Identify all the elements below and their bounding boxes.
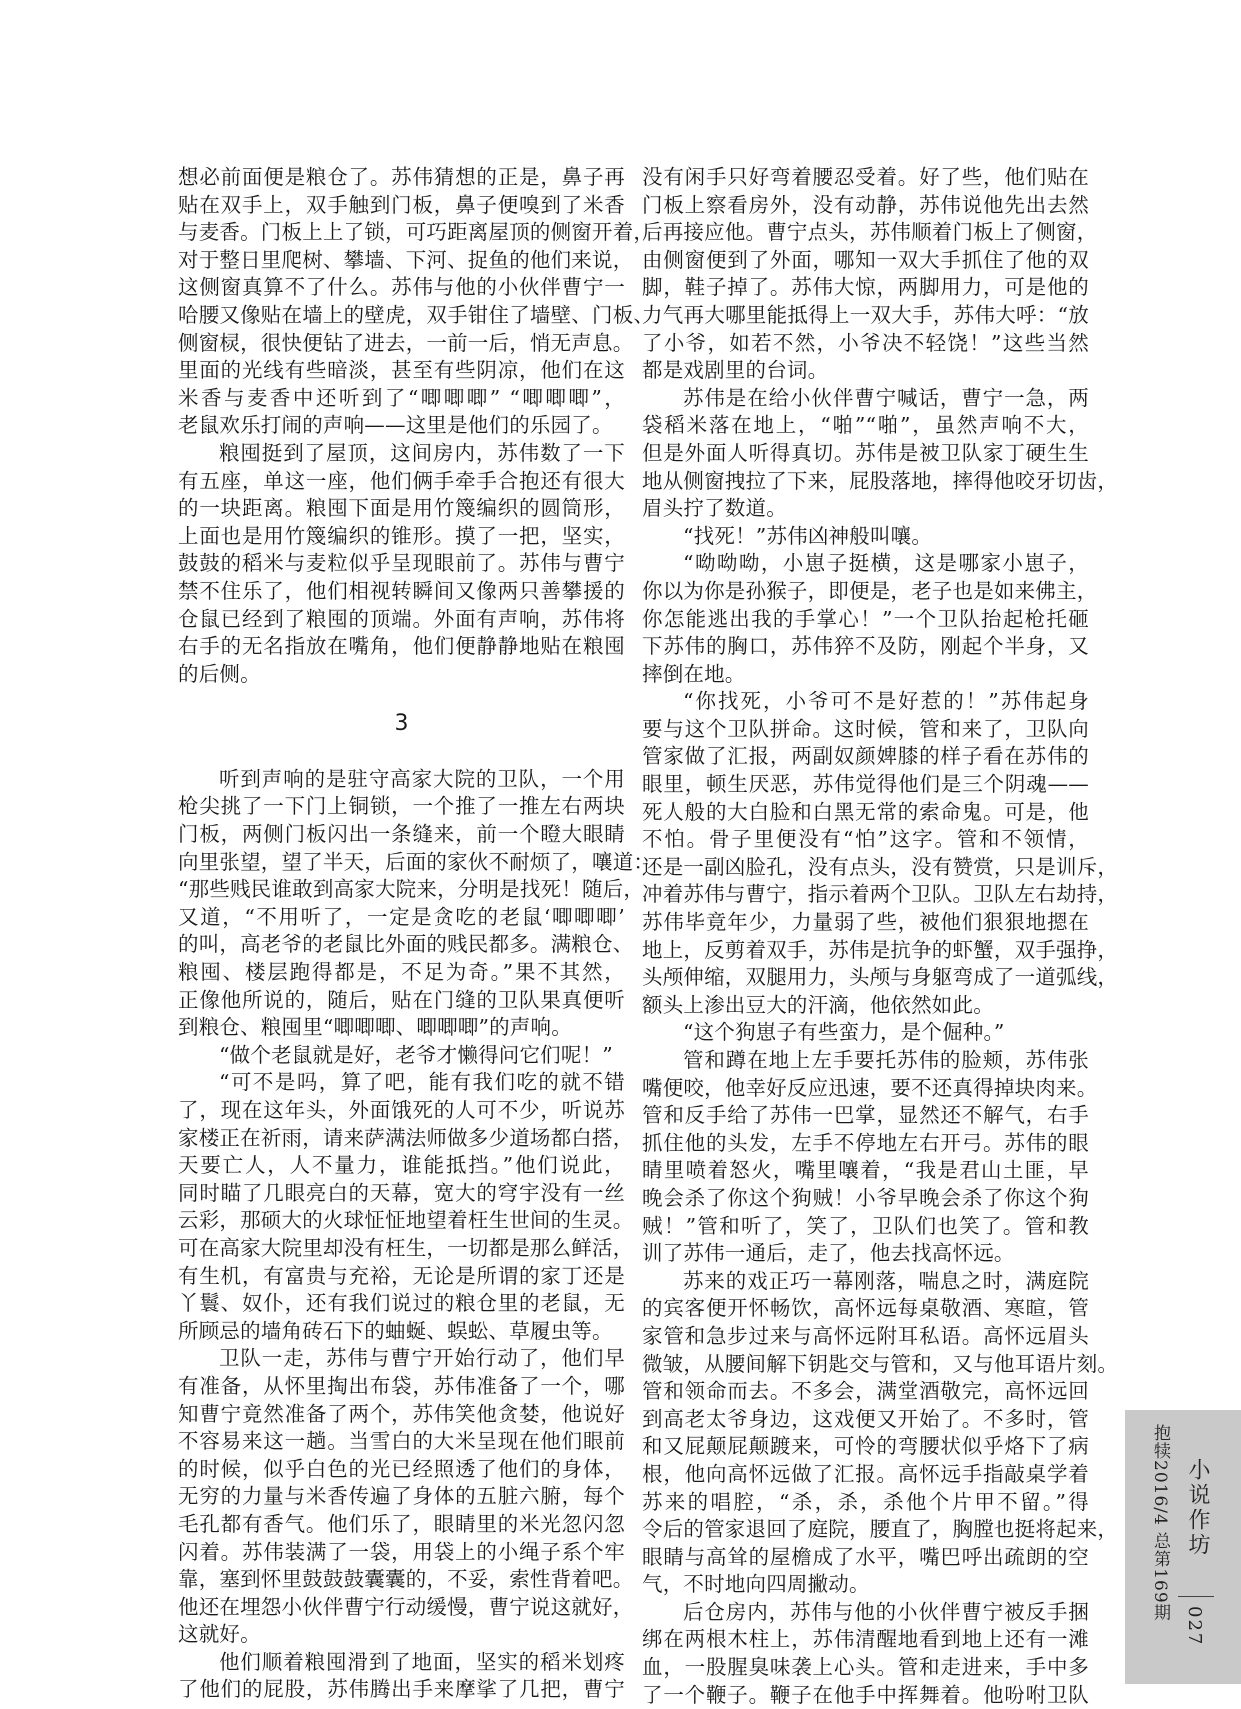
text-line: 想必前面便是粮仓了。苏伟猜想的正是，鼻子再: [178, 165, 625, 189]
text-line: 头颅伸缩，双腿用力，头颅与身躯弯成了一道弧线，: [642, 965, 1119, 990]
text-line: 不怕。骨子里便没有“怕”这字。管和不领情，: [642, 827, 1089, 852]
text-line: 苏伟是在给小伙伴曹宁喊话，曹宁一急，两: [683, 385, 1089, 410]
text-line: 苏来的戏正巧一幕刚落，喘息之时，满庭院: [683, 1268, 1089, 1293]
text-line: 不容易来这一趟。当雪白的大米呈现在他们眼前: [178, 1429, 625, 1454]
left-text-column: [178, 164, 655, 1704]
text-line: 要与这个卫队拼命。这时候，管和来了，卫队向: [642, 716, 1089, 741]
text-line: 有五座，单这一座，他们俩手牵手合抱还有很大: [178, 468, 625, 493]
text-line: 你怎能逃出我的手掌心！”一个卫队抬起枪托砸: [642, 606, 1089, 631]
magazine-issue-info: 抱犊2016/4 总第169期: [1150, 1424, 1170, 1622]
text-line: 下苏伟的胸口，苏伟猝不及防，刚起个半身，又: [642, 634, 1089, 659]
text-line: 了，现在这年头，外面饿死的人可不少，听说苏: [178, 1098, 625, 1122]
text-line: 与麦香。门板上上了锁，可巧距离屋顶的侧窗开着，: [178, 220, 655, 245]
text-line: 睛里喷着怒火，嘴里嚷着，“我是君山土匪，早: [642, 1158, 1089, 1183]
text-line: 粮囤挺到了屋顶，这间房内，苏伟数了一下: [219, 440, 625, 465]
text-line: 上面也是用竹篾编织的锥形。摸了一把，坚实，: [178, 523, 625, 548]
text-line: 晚会杀了你这个狗贼！小爷早晚会杀了你这个狗: [642, 1185, 1089, 1210]
text-line: 力气再大哪里能抵得上一双大手，苏伟大呼：“放: [642, 302, 1089, 327]
text-line: 里面的光线有些暗淡，甚至有些阴凉，他们在这: [178, 358, 625, 383]
column-title: 小说作坊: [1185, 1458, 1210, 1558]
paragraph: [178, 1345, 634, 1649]
text-line: 苏来的唱腔，“杀，杀，杀他个片甲不留。”得: [642, 1489, 1089, 1514]
text-line: 眼睛与高耸的屋檐成了水平，嘴巴呼出疏朗的空: [642, 1544, 1089, 1569]
text-line: 这侧窗真算不了什么。苏伟与他的小伙伴曹宁一: [178, 275, 625, 300]
paragraph: [642, 1019, 1089, 1047]
text-line: 所顾忌的墙角砖石下的蚰蜒、蜈蚣、草履虫等。: [178, 1318, 613, 1343]
paragraph: [642, 550, 1098, 688]
text-line: 血，一股腥臭味袭上心头。管和走进来，手中多: [642, 1655, 1089, 1680]
text-line: 鼓鼓的稻米与麦粒似乎呈现眼前了。苏伟与曹宁: [178, 551, 625, 576]
text-line: 令后的管家退回了庭院，腰直了，胸膛也挺将起来，: [642, 1517, 1119, 1542]
paragraph: [178, 164, 655, 440]
text-line: 地上，反剪着双手，苏伟是抗争的虾蟹，双手强挣，: [642, 937, 1119, 962]
text-line: “那些贱民谁敢到高家大院来，分明是找死！随后，: [178, 877, 645, 902]
text-line: 又道，“不用听了，一定是贪吃的老鼠‘唧唧唧’: [178, 904, 625, 929]
text-line: 袋稻米落在地上，“啪”“啪”，虽然声响不大，: [642, 413, 1089, 438]
text-line: “这个狗崽子有些蛮力，是个倔种。”: [683, 1020, 1005, 1045]
paragraph: [642, 1268, 1119, 1599]
paragraph: [178, 766, 655, 1042]
text-line: 到高老太爷身边，这戏便又开始了。不多时，管: [642, 1406, 1089, 1431]
text-line: 的宾客便开怀畅饮，高怀远每桌敬酒、寒暄，管: [642, 1296, 1089, 1321]
text-line: “找死！”苏伟凶神般叫嚷。: [683, 523, 933, 548]
text-line: 哈腰又像贴在墙上的壁虎，双手钳住了墙壁、门板、: [178, 302, 655, 327]
text-line: 丫鬟、奴仆，还有我们说过的粮仓里的老鼠，无: [178, 1291, 625, 1316]
text-line: 根，他向高怀远做了汇报。高怀远手指敲桌学着: [642, 1461, 1089, 1486]
text-line: 云彩，那硕大的火球怔怔地望着枉生世间的生灵。: [178, 1208, 634, 1233]
text-line: 但是外面人听得真切。苏伟是被卫队家丁硬生生: [642, 440, 1089, 465]
text-line: 粮囤、楼层跑得都是，不足为奇。”果不其然，: [178, 960, 625, 985]
sidebar-divider: [1178, 1596, 1214, 1597]
text-line: 无穷的力量与米香传遍了身体的五脏六腑，每个: [178, 1484, 625, 1509]
text-line: “你找死，小爷可不是好惹的！”苏伟起身: [683, 689, 1089, 714]
text-line: 由侧窗便到了外面，哪知一双大手抓住了他的双: [642, 247, 1089, 272]
text-line: 枪尖挑了一下门上铜锁，一个推了一推左右两块: [178, 794, 625, 819]
text-line: 听到声响的是驻守高家大院的卫队，一个用: [219, 766, 625, 791]
text-line: 眉头拧了数道。: [642, 496, 787, 521]
text-line: 门板，两侧门板闪出一条缝来，前一个瞪大眼睛: [178, 822, 625, 847]
text-line: 管和反手给了苏伟一巴掌，显然还不解气，右手: [642, 1103, 1089, 1128]
paragraph: [642, 688, 1119, 1019]
text-line: “呦呦呦，小崽子挺横，这是哪家小崽子，: [683, 551, 1089, 576]
text-line: 同时瞄了几眼亮白的天幕，宽大的穹宇没有一丝: [178, 1180, 625, 1205]
text-line: 后仓房内，苏伟与他的小伙伴曹宁被反手捆: [683, 1599, 1089, 1624]
text-line: 毛孔都有香气。他们乐了，眼睛里的米光忽闪忽: [178, 1511, 625, 1536]
paragraph: [642, 164, 1098, 385]
text-line: 都是戏剧里的台词。: [642, 358, 829, 383]
text-line: 正像他所说的，随后，贴在门缝的卫队果真便听: [178, 987, 625, 1012]
text-line: 的后侧。: [178, 661, 261, 686]
text-line: 你以为你是孙猴子，即便是，老子也是如来佛主，: [642, 578, 1098, 603]
text-line: 右手的无名指放在嘴角，他们便静静地贴在粮囤: [178, 634, 625, 659]
text-line: 禁不住乐了，他们相视转瞬间又像两只善攀援的: [178, 578, 625, 603]
text-line: 气，不时地向四周撇动。: [642, 1572, 870, 1597]
text-line: 眼里，顿生厌恶，苏伟觉得他们是三个阴魂——: [642, 772, 1089, 797]
text-line: 家楼正在祈雨，请来萨满法师做多少道场都白搭，: [178, 1125, 634, 1150]
text-line: 的叫，高老爷的老鼠比外面的贱民都多。满粮仓、: [178, 932, 634, 957]
text-line: 嘴便咬，他幸好反应迅速，要不还真得掉块肉来。: [642, 1075, 1098, 1100]
text-line: 卫队一走，苏伟与曹宁开始行动了，他们早: [219, 1346, 625, 1371]
text-line: 侧窗棂，很快便钻了进去，一前一后，悄无声息。: [178, 330, 634, 355]
text-line: 还是一副凶脸孔，没有点头，没有赞赏，只是训斥，: [642, 854, 1119, 879]
text-line: 训了苏伟一通后，走了，他去找高怀远。: [642, 1241, 1015, 1266]
paragraph: [178, 1069, 634, 1345]
text-line: 摔倒在地。: [642, 661, 746, 686]
paragraph: [642, 385, 1119, 523]
text-line: 脚，鞋子掉了。苏伟大惊，两脚用力，可是他的: [642, 275, 1089, 300]
text-line: 老鼠欢乐打闹的声响——这里是他们的乐园了。: [178, 413, 613, 438]
section-number: 3: [394, 711, 409, 737]
text-line: 对于整日里爬树、攀墙、下河、捉鱼的他们来说，: [178, 247, 634, 272]
paragraph: [642, 523, 1089, 551]
text-line: 死人般的大白脸和白黑无常的索命鬼。可是，他: [642, 799, 1089, 824]
text-line: 有准备，从怀里掏出布袋，苏伟准备了一个，哪: [178, 1373, 625, 1398]
text-line: 微皱，从腰间解下钥匙交与管和，又与他耳语片刻。: [642, 1351, 1119, 1376]
text-line: 家管和急步过来与高怀远附耳私语。高怀远眉头: [642, 1323, 1089, 1348]
text-line: 向里张望，望了半天，后面的家伙不耐烦了，嚷道：: [178, 849, 655, 874]
text-line: 他们顺着粮囤滑到了地面，坚实的稻米划疼: [219, 1649, 625, 1674]
text-line: 绑在两根木柱上，苏伟清醒地看到地上还有一滩: [642, 1627, 1089, 1652]
text-line: 的时候，似乎白色的光已经照透了他们的身体，: [178, 1456, 625, 1481]
paragraph: [642, 1599, 1089, 1709]
text-line: 冲着苏伟与曹宁，指示着两个卫队。卫队左右劫持，: [642, 882, 1119, 907]
paragraph: [178, 1649, 625, 1704]
text-line: 贴在双手上，双手触到门板，鼻子便嗅到了米香: [178, 192, 625, 217]
text-line: “做个老鼠就是好，老爷才懒得问它们呢！”: [219, 1042, 613, 1067]
text-line: 这就好。: [178, 1622, 261, 1647]
text-line: 了一个鞭子。鞭子在他手中挥舞着。他吩咐卫队: [642, 1682, 1089, 1707]
text-line: 仓鼠已经到了粮囤的顶端。外面有声响，苏伟将: [178, 606, 625, 631]
text-line: 管和领命而去。不多会，满堂酒敬完，高怀远回: [642, 1379, 1089, 1404]
text-line: 地从侧窗拽拉了下来，屁股落地，摔得他咬牙切齿，: [642, 468, 1119, 493]
text-line: 的一块距离。粮囤下面是用竹篾编织的圆筒形，: [178, 496, 625, 521]
text-line: 贼！”管和听了，笑了，卫队们也笑了。管和教: [642, 1213, 1089, 1238]
text-line: 米香与麦香中还听到了“唧唧唧” “唧唧唧”，: [178, 385, 625, 410]
text-line: 他还在埋怨小伙伴曹宁行动缓慢，曹宁说这就好，: [178, 1594, 634, 1619]
paragraph: [178, 440, 625, 688]
text-line: 了他们的屁股，苏伟腾出手来摩挲了几把，曹宁: [178, 1677, 625, 1702]
text-line: 门板上察看房外，没有动静，苏伟说他先出去然: [642, 192, 1089, 217]
text-line: 管家做了汇报，两副奴颜婢膝的样子看在苏伟的: [642, 744, 1089, 769]
text-line: 到粮仓、粮囤里“唧唧唧、唧唧唧”的声响。: [178, 1015, 572, 1040]
page-number: 027: [1184, 1606, 1205, 1647]
text-line: 知曹宁竟然准备了两个，苏伟笑他贪婪，他说好: [178, 1401, 625, 1426]
text-line: 天要亡人，人不量力，谁能抵挡。”他们说此，: [178, 1153, 625, 1178]
text-line: 没有闲手只好弯着腰忍受着。好了些，他们贴在: [642, 165, 1089, 189]
text-line: 苏伟毕竟年少，力量弱了些，被他们狠狠地摁在: [642, 910, 1089, 935]
text-line: 闪着。苏伟装满了一袋，用袋上的小绳子系个牢: [178, 1539, 625, 1564]
text-line: 靠，塞到怀里鼓鼓鼓囊囊的，不妥，索性背着吧。: [178, 1567, 634, 1592]
right-text-column: [642, 164, 1119, 1709]
text-line: 后再接应他。曹宁点头，苏伟顺着门板上了侧窗，: [642, 220, 1098, 245]
text-line: 了小爷，如若不然，小爷决不轻饶！”这些当然: [642, 330, 1089, 355]
text-line: “可不是吗，算了吧，能有我们吃的就不错: [219, 1070, 625, 1095]
text-line: 和又屁颠屁颠踱来，可怜的弯腰状似乎烙下了病: [642, 1434, 1089, 1459]
text-line: 有生机，有富贵与充裕，无论是所谓的家丁还是: [178, 1263, 625, 1288]
text-line: 可在高家大院里却没有枉生，一切都是那么鲜活，: [178, 1235, 634, 1260]
text-line: 额头上渗出豆大的汗滴，他依然如此。: [642, 992, 994, 1017]
paragraph: [642, 1047, 1098, 1268]
text-line: 抓住他的头发，左手不停地左右开弓。苏伟的眼: [642, 1130, 1089, 1155]
paragraph: [178, 1042, 625, 1070]
text-line: 管和蹲在地上左手要托苏伟的脸颊，苏伟张: [683, 1048, 1089, 1072]
